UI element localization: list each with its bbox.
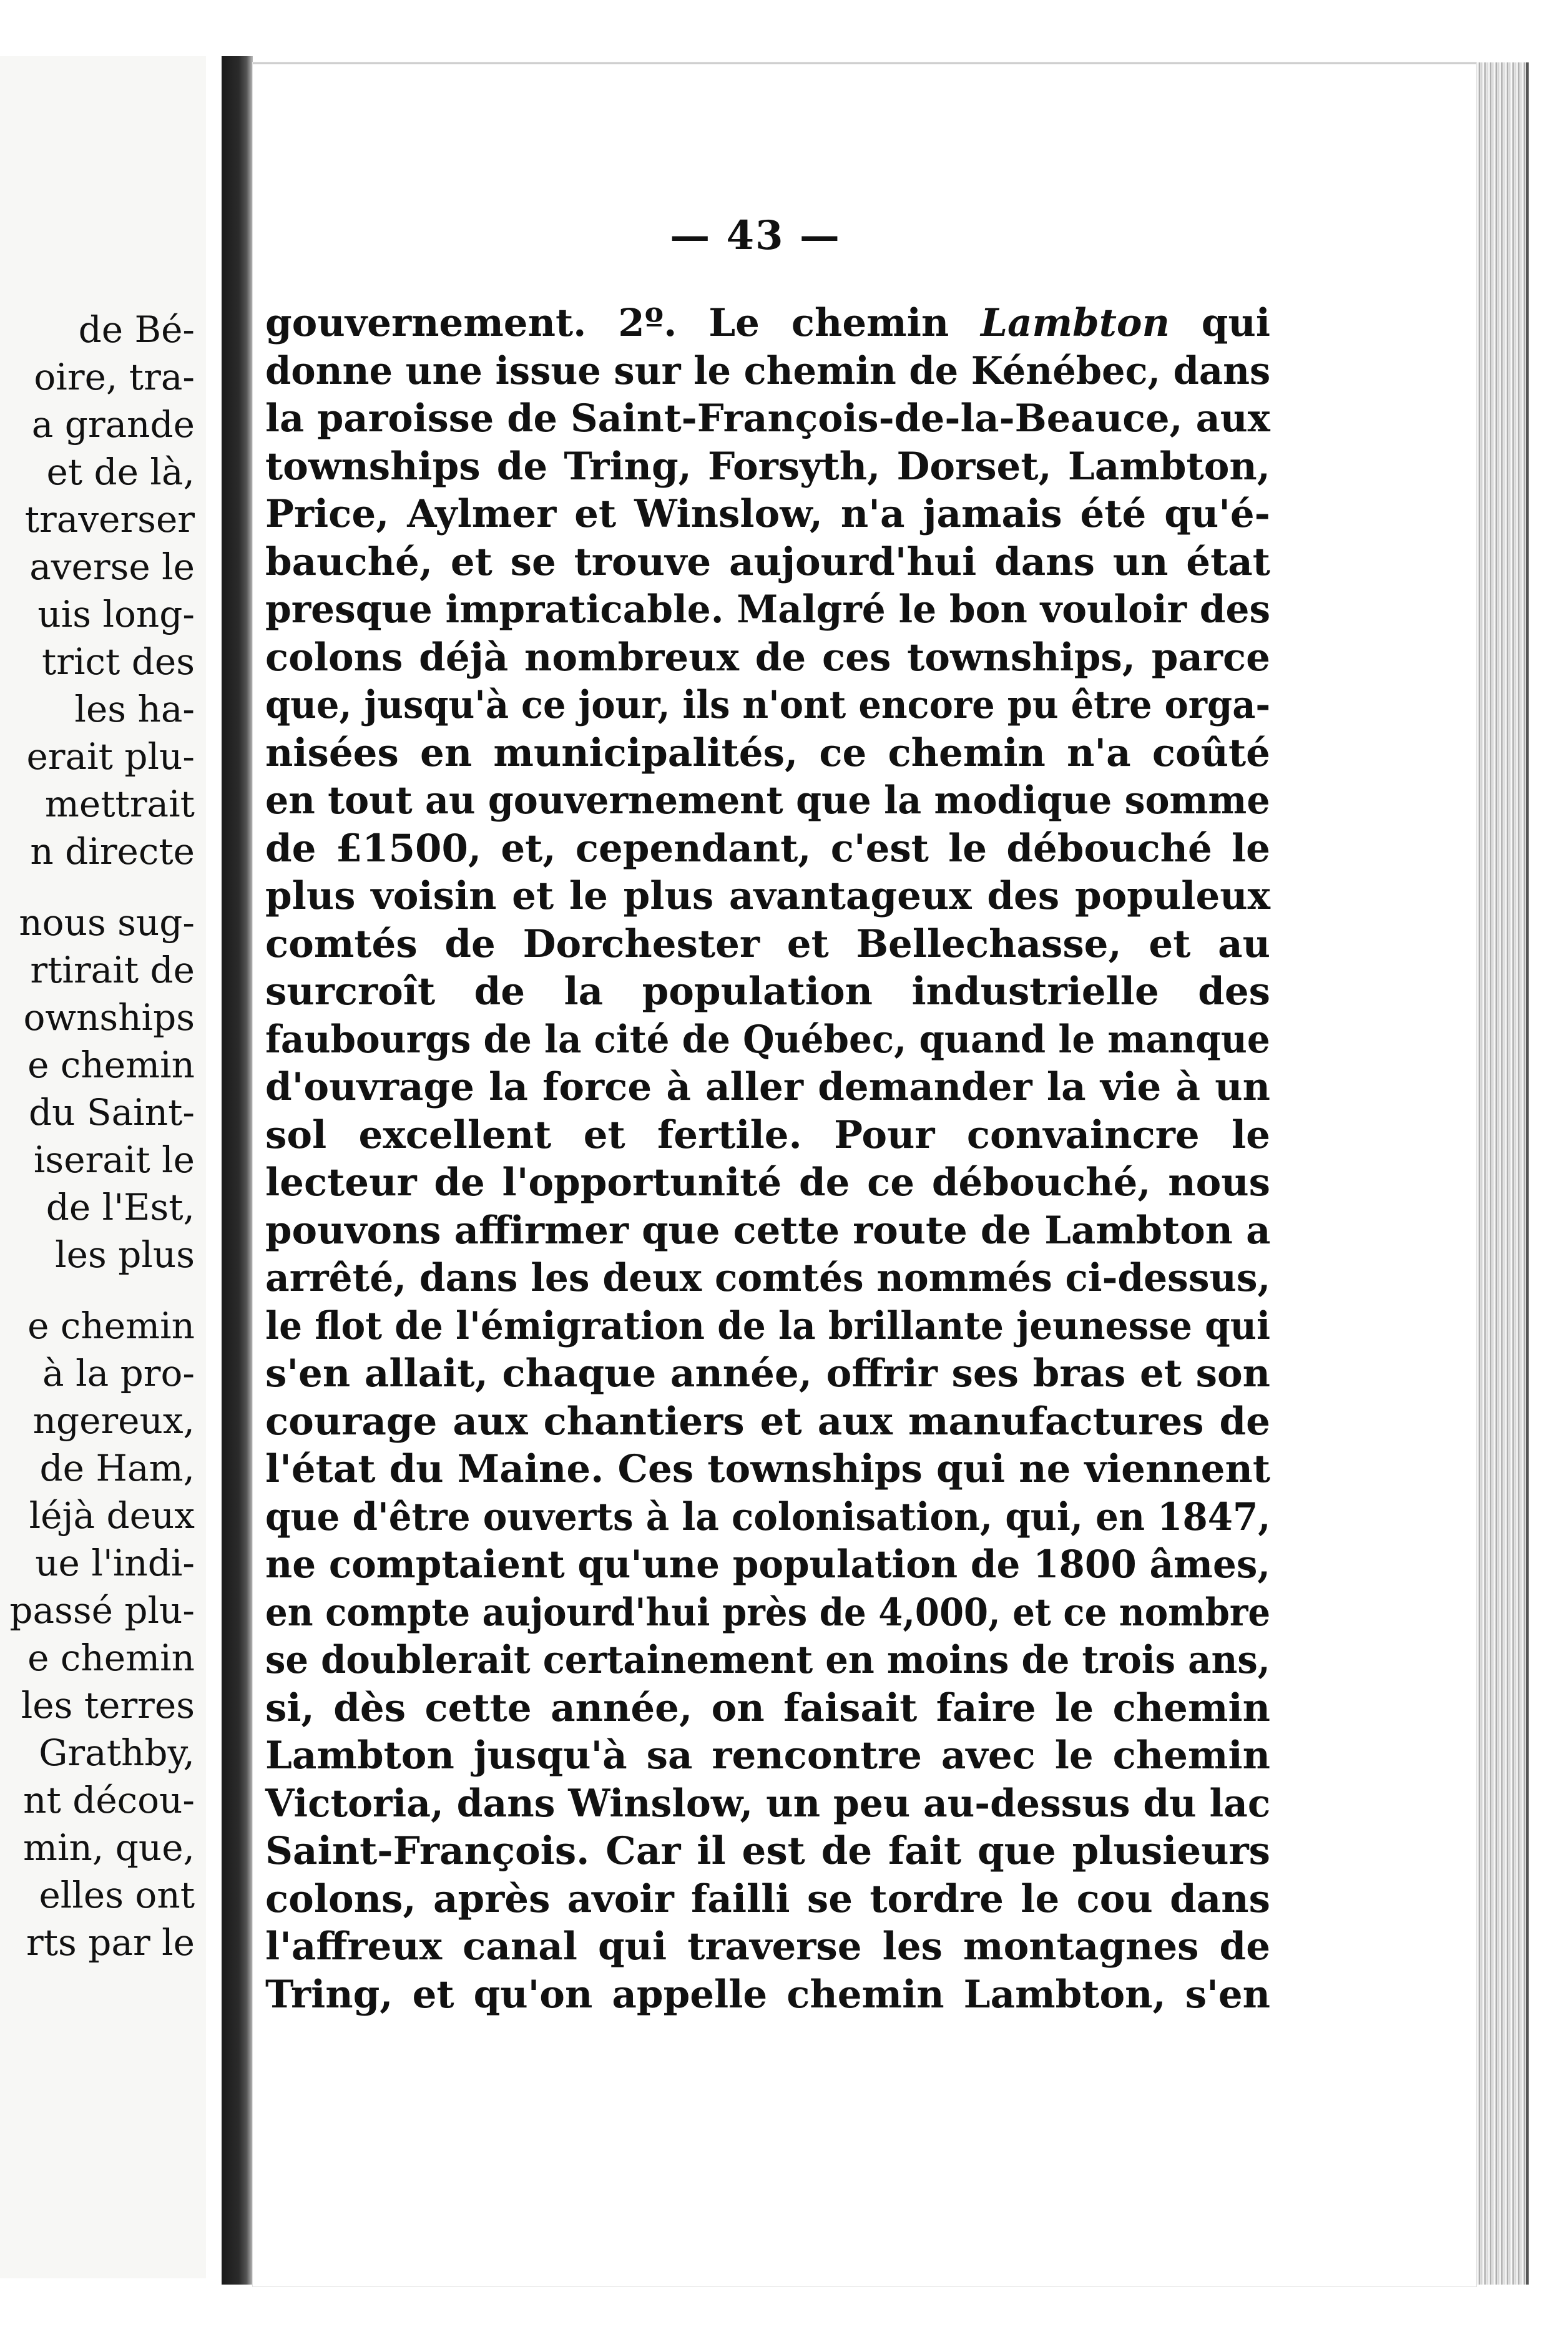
text-line: plus voisin et le plus avantageux des populeux [265, 874, 1270, 918]
left-line: erait plu- [26, 735, 195, 778]
left-line: léjà deux [29, 1494, 195, 1537]
text-line: en tout au gouvernement que la modique somme [265, 778, 1270, 823]
text-line: la paroisse de Saint-François-de-la-Beauce, aux [265, 396, 1270, 441]
left-line: Grathby, [39, 1732, 195, 1774]
left-page-text [0, 306, 195, 1966]
text-line: colons déjà nombreux de ces townships, parce [265, 635, 1270, 680]
text-line: s'en allait, chaque année, offrir ses bras et son [265, 1351, 1270, 1396]
italic-word: Lambton [981, 301, 1170, 345]
left-line: averse le [29, 546, 195, 588]
left-line: les terres [21, 1684, 195, 1727]
text-line: colons, après avoir failli se tordre le cou dans [265, 1876, 1270, 1921]
text-run: qui [1169, 301, 1270, 345]
text-line: Victoria, dans Winslow, un peu au-dessus du lac [265, 1781, 1271, 1826]
left-line: de l'Est, [46, 1186, 195, 1228]
text-line: sol excellent et fertile. Pour convaincre le [265, 1112, 1270, 1157]
left-line: e chemin [27, 1637, 195, 1679]
left-line: e chemin [27, 1305, 195, 1347]
left-line: min, que, [22, 1826, 195, 1869]
left-line: a grande [31, 403, 195, 446]
left-line: passé plu- [9, 1589, 195, 1632]
left-line: trict des [41, 640, 195, 683]
left-line: ngereux, [32, 1399, 195, 1442]
text-line: Price, Aylmer et Winslow, n'a jamais été qu'é- [265, 492, 1270, 536]
text-line: surcroît de la population industrielle des [265, 969, 1270, 1014]
left-line: uis long- [37, 593, 195, 635]
text-run: gouvernement. 2º. Le chemin [265, 301, 981, 345]
paragraph-gap [0, 1278, 195, 1302]
text-line: lecteur de l'opportunité de ce débouché, nous [265, 1160, 1270, 1205]
text-line: courage aux chantiers et aux manufactures de [265, 1399, 1270, 1444]
text-line: comtés de Dorchester et Bellechasse, et au [265, 921, 1270, 966]
left-line: les plus [55, 1233, 195, 1276]
left-line: à la pro- [42, 1352, 195, 1394]
left-line: traverser [24, 498, 195, 541]
text-line: si, dès cette année, on faisait faire le chemin [265, 1685, 1270, 1730]
text-line: ne comptaient qu'une population de 1800 âmes, [265, 1542, 1271, 1587]
left-line: oire, tra- [34, 356, 195, 398]
text-line: que, jusqu'à ce jour, ils n'ont encore pu être orga- [265, 683, 1271, 727]
left-line: du Saint- [28, 1091, 195, 1134]
text-line: Saint-François. Car il est de fait que plusieurs [265, 1829, 1270, 1873]
left-line: de Bé- [78, 308, 195, 351]
text-line: donne une issue sur le chemin de Kénébec, dans [265, 348, 1271, 393]
left-line: rtirait de [30, 949, 195, 991]
left-line: et de là, [46, 451, 195, 493]
text-line: en compte aujourd'hui près de 4,000, et ce nombre [265, 1590, 1271, 1635]
page-edges [1476, 62, 1529, 2285]
left-facing-page [0, 56, 206, 2278]
left-line: nt décou- [23, 1779, 195, 1821]
paragraph-gap [0, 875, 195, 899]
left-line: n directe [30, 830, 195, 873]
text-line: d'ouvrage la force à aller demander la vie à un [265, 1065, 1270, 1109]
left-line: mettrait [44, 783, 195, 825]
left-line: les ha- [74, 688, 195, 730]
text-line: bauché, et se trouve aujourd'hui dans un état [265, 539, 1270, 584]
text-line: pouvons affirmer que cette route de Lambton a [265, 1208, 1271, 1253]
book-gutter [222, 56, 253, 2285]
body-text [265, 300, 1270, 2019]
text-line: Lambton jusqu'à sa rencontre avec le chemin [265, 1733, 1270, 1778]
left-line: nous sug- [19, 901, 195, 944]
text-line: arrêté, dans les deux comtés nommés ci-dessus, [265, 1256, 1271, 1300]
text-line [265, 300, 1270, 348]
left-line: ue l'indi- [35, 1542, 195, 1584]
text-line: townships de Tring, Forsyth, Dorset, Lambton, [265, 444, 1270, 489]
left-line: de Ham, [39, 1447, 195, 1489]
left-line: e chemin [27, 1044, 195, 1086]
text-line: l'état du Maine. Ces townships qui ne viennent [265, 1447, 1270, 1491]
left-line: ownships [23, 996, 195, 1039]
text-line: nisées en municipalités, ce chemin n'a coûté [265, 730, 1270, 775]
left-line: rts par le [26, 1921, 195, 1964]
left-line: iserait le [33, 1139, 195, 1181]
text-line: presque impraticable. Malgré le bon vouloir des [265, 587, 1271, 632]
page-number: — 43 — [670, 212, 841, 259]
text-line: faubourgs de la cité de Québec, quand le manque [265, 1017, 1270, 1062]
text-line: l'affreux canal qui traverse les montagnes de [265, 1924, 1270, 1969]
text-line: le flot de l'émigration de la brillante jeunesse qui [265, 1303, 1271, 1348]
text-line: Tring, et qu'on appelle chemin Lambton, s'en [265, 1972, 1270, 2017]
text-line: se doublerait certainement en moins de trois ans, [265, 1638, 1270, 1682]
text-line: de £1500, et, cependant, c'est le débouché le [265, 826, 1270, 871]
text-line: que d'être ouverts à la colonisation, qui, en 1847, [265, 1494, 1271, 1539]
left-line: elles ont [39, 1874, 195, 1916]
